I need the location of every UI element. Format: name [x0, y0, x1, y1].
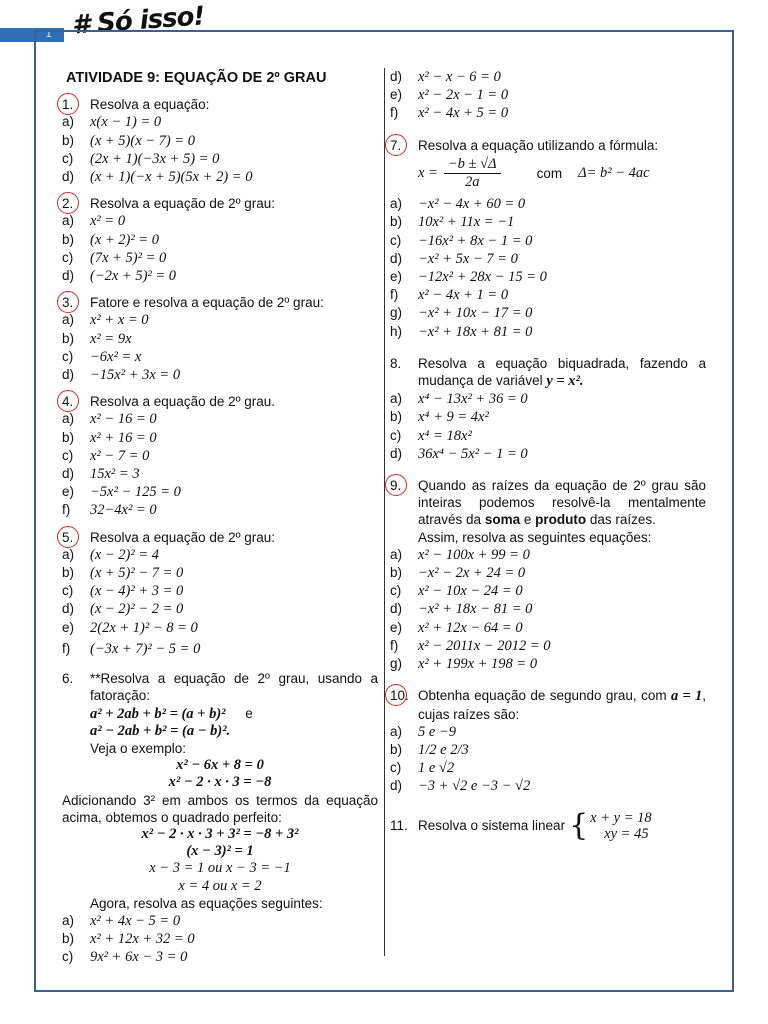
list-item: c) (7x + 5)² = 0 — [62, 249, 167, 266]
list-item: a) x² − 100x + 99 = 0 — [390, 546, 530, 563]
question-number: 2. — [62, 195, 90, 212]
list-item: b) x² = 9x — [62, 330, 132, 347]
roots: 5 e −9 — [418, 723, 456, 740]
list-item: d) −15x² + 3x = 0 — [62, 367, 181, 384]
equation: −5x² − 125 = 0 — [90, 484, 181, 501]
example-step: x² − 2 · x · 3 = −8 — [168, 774, 272, 791]
formula-denominator: 2a — [464, 174, 480, 191]
keyword-produto: produto — [535, 512, 587, 528]
equation: x⁴ + 9 = 4x² — [418, 409, 489, 426]
equation: x² − 4x + 1 = 0 — [418, 287, 509, 304]
list-item: a) (x − 2)² = 4 — [62, 546, 160, 563]
column-divider — [384, 68, 385, 956]
list-item: e) x² − 2x − 1 = 0 — [390, 87, 509, 104]
equation: x² − 4x + 5 = 0 — [418, 105, 509, 122]
equation: x(x − 1) = 0 — [90, 114, 162, 131]
page-title: ATIVIDADE 9: EQUAÇÃO DE 2º GRAU — [66, 70, 327, 86]
equation: −16x² + 8x − 1 = 0 — [418, 232, 533, 249]
quadratic-formula — [418, 156, 706, 191]
list-item: c) (2x + 1)(−3x + 5) = 0 — [62, 150, 220, 167]
question-number: 7. — [390, 137, 418, 154]
equation: (x − 4)² + 3 = 0 — [90, 583, 184, 600]
list-item: b) (x + 2)² = 0 — [62, 231, 160, 248]
formula-com: com — [536, 165, 563, 181]
list-item: e) x² + 12x − 64 = 0 — [390, 619, 523, 636]
equation: 9x² + 6x − 3 = 0 — [90, 949, 188, 966]
equation: x² + 12x + 32 = 0 — [90, 931, 195, 948]
question-text: Resolva a equação de 2º grau: — [90, 196, 276, 212]
equation: −x² − 2x + 24 = 0 — [418, 565, 526, 582]
list-item: d) −3 + √2 e −3 − √2 — [390, 778, 531, 795]
list-item: a) x² + 4x − 5 = 0 — [62, 912, 181, 929]
question-number: 11. — [390, 817, 408, 833]
equation: −15x² + 3x = 0 — [90, 367, 181, 384]
example-step: x² − 2 · x · 3 + 3² = −8 + 3² — [141, 825, 299, 842]
formula-numerator: −b ± √Δ — [444, 156, 501, 174]
identity-1: a² + 2ab + b² = (a + b)² — [90, 705, 226, 722]
question-number: 3. — [62, 294, 90, 311]
list-item: d) (−2x + 5)² = 0 — [62, 268, 177, 285]
list-item: a) x(x − 1) = 0 — [62, 114, 162, 131]
question-4 — [62, 393, 378, 410]
equation: x² + 12x − 64 = 0 — [418, 619, 523, 636]
equation: −x² + 18x − 81 = 0 — [418, 601, 533, 618]
equation: (x + 1)(−x + 5)(5x + 2) = 0 — [90, 169, 253, 186]
list-item: c) −6x² = x — [62, 348, 142, 365]
question-number: 9. — [390, 477, 418, 494]
equation: x² + 199x + 198 = 0 — [418, 656, 538, 673]
question-text: Resolva a equação de 2º grau: — [90, 529, 276, 545]
list-item: d) −x² + 18x − 81 = 0 — [390, 601, 533, 618]
equation: 2(2x + 1)² − 8 = 0 — [90, 619, 198, 636]
question-9 — [390, 477, 706, 529]
equation: (x − 2)² − 2 = 0 — [90, 601, 184, 618]
question-text: Fatore e resolva a equação de 2º grau: — [90, 295, 324, 311]
question-7 — [390, 137, 706, 154]
question-number: 6. — [62, 671, 74, 687]
formula-fraction — [444, 156, 501, 191]
equation: x² − x − 6 = 0 — [418, 69, 501, 85]
equation: −x² + 10x − 17 = 0 — [418, 305, 533, 322]
list-item: a) x² = 0 — [62, 213, 126, 230]
question-text: Resolva a equação utilizando a fórmula: — [418, 137, 659, 153]
question-text: Resolva a equação biquadrada, fazendo a mudança de variável y = x². — [418, 355, 706, 390]
list-item: f) x² − 4x + 1 = 0 — [390, 287, 509, 304]
equation: 10x² + 11x = −1 — [418, 214, 515, 231]
roots: −3 + √2 e −3 − √2 — [418, 778, 531, 795]
list-item: b) −x² − 2x + 24 = 0 — [390, 565, 526, 582]
question-2 — [62, 195, 378, 212]
list-item: e) 2(2x + 1)² − 8 = 0 — [62, 619, 198, 636]
equation: 36x⁴ − 5x² − 1 = 0 — [418, 445, 528, 462]
equation: (x + 5)(x − 7) = 0 — [90, 132, 196, 149]
equation: x² − 10x − 24 = 0 — [418, 583, 523, 600]
list-item: d) −x² + 5x − 7 = 0 — [390, 250, 518, 267]
equation: x⁴ − 13x² + 36 = 0 — [418, 391, 528, 408]
question-number: 5. — [62, 529, 90, 546]
instruction-text: Agora, resolva as equações seguintes: — [90, 895, 323, 911]
list-item: d) 15x² = 3 — [62, 466, 140, 483]
logo: # Só isso! — [71, 1, 206, 41]
list-item: d) (x − 2)² − 2 = 0 — [62, 601, 184, 618]
list-item: b) x² + 12x + 32 = 0 — [62, 931, 195, 948]
equation: (7x + 5)² = 0 — [90, 249, 167, 266]
equation: x² − 2x − 1 = 0 — [418, 87, 509, 104]
question-text: Resolva o sistema linear — [418, 817, 566, 833]
equation: −12x² + 28x − 15 = 0 — [418, 269, 547, 286]
equation: −6x² = x — [90, 348, 142, 365]
equation: 15x² = 3 — [90, 466, 140, 483]
equation: −x² + 5x − 7 = 0 — [418, 250, 518, 267]
page-number: 1 — [46, 29, 52, 40]
equation: (2x + 1)(−3x + 5) = 0 — [90, 150, 220, 167]
list-item: d) 36x⁴ − 5x² − 1 = 0 — [390, 445, 528, 462]
system-equation-1: x + y = 18 — [590, 809, 652, 826]
roots: 1/2 e 2/3 — [418, 741, 469, 758]
list-item: c) x² − 10x − 24 = 0 — [390, 583, 523, 600]
question-text: Resolva a equação: — [90, 97, 210, 113]
left-column — [62, 70, 378, 967]
list-item: d) x² − x − 6 = 0 — [390, 69, 501, 85]
equation: x² + 4x − 5 = 0 — [90, 912, 181, 929]
list-item: h) −x² + 18x + 81 = 0 — [390, 323, 533, 340]
question-text: Quando as raízes da equação de 2º grau são inteiras podemos resolvê-la mentalmente através da soma e produto das raízes. — [418, 478, 706, 528]
equation: (x + 2)² = 0 — [90, 231, 160, 248]
question-6 — [62, 670, 378, 704]
example-step: (x − 3)² = 1 — [186, 843, 254, 860]
equation: −x² − 4x + 60 = 0 — [418, 196, 526, 213]
brace-icon: { — [569, 807, 589, 843]
equation: x² − 16 = 0 — [90, 411, 157, 428]
list-item: a) 5 e −9 — [390, 723, 456, 740]
question-text: Obtenha equação de segundo grau, com a = 1, cujas raízes são: — [418, 688, 707, 722]
list-item: c) 1 e √2 — [390, 760, 455, 777]
roots: 1 e √2 — [418, 760, 455, 777]
example-label: Veja o exemplo: — [90, 740, 187, 756]
keyword-soma: soma — [484, 512, 521, 528]
equation: x² − 7 = 0 — [90, 447, 150, 464]
list-item: f) (−3x + 7)² − 5 = 0 — [62, 640, 201, 657]
question-text: **Resolva a equação de 2º grau, usando a fatoração: — [90, 671, 378, 704]
instruction-text: Assim, resolva as seguintes equações: — [418, 529, 652, 545]
list-item: c) 9x² + 6x − 3 = 0 — [62, 949, 188, 966]
explanation-text: Adicionando 3² em ambos os termos da equação acima, obtemos o quadrado perfeito: — [62, 792, 378, 825]
question-5 — [62, 529, 378, 546]
equation: x² − 100x + 99 = 0 — [418, 546, 530, 563]
list-item: b) x⁴ + 9 = 4x² — [390, 409, 489, 426]
question-11 — [390, 807, 706, 843]
equation: −x² + 18x + 81 = 0 — [418, 323, 533, 340]
list-item: a) x² − 16 = 0 — [62, 411, 157, 428]
list-item: b) 10x² + 11x = −1 — [390, 214, 515, 231]
list-item: b) x² + 16 = 0 — [62, 429, 157, 446]
list-item: a) −x² − 4x + 60 = 0 — [390, 196, 526, 213]
example-step: x² − 6x + 8 = 0 — [176, 757, 264, 774]
right-column — [390, 68, 706, 842]
question-number: 10. — [390, 687, 418, 704]
conjunction: e — [245, 705, 253, 721]
equation: (x + 5)² − 7 = 0 — [90, 565, 184, 582]
list-item: c) x⁴ = 18x² — [390, 427, 472, 444]
equation: (x − 2)² = 4 — [90, 546, 160, 563]
condition: a = 1 — [670, 688, 703, 705]
question-1 — [62, 96, 378, 113]
question-10 — [390, 687, 706, 722]
question-text: Resolva a equação de 2º grau. — [90, 394, 276, 410]
formula-lhs: x = — [418, 164, 438, 181]
list-item: b) 1/2 e 2/3 — [390, 741, 469, 758]
formula-delta: Δ= b² − 4ac — [578, 164, 650, 181]
list-item: f) x² − 4x + 5 = 0 — [390, 105, 509, 122]
equation: 32−4x² = 0 — [90, 502, 157, 519]
list-item: g) x² + 199x + 198 = 0 — [390, 656, 538, 673]
equation: x² + x = 0 — [90, 312, 149, 329]
list-item: b) (x + 5)² − 7 = 0 — [62, 565, 184, 582]
list-item: f) 32−4x² = 0 — [62, 502, 157, 519]
list-item: b) (x + 5)(x − 7) = 0 — [62, 132, 196, 149]
equation: (−2x + 5)² = 0 — [90, 268, 177, 285]
list-item: f) x² − 2011x − 2012 = 0 — [390, 637, 551, 654]
question-3 — [62, 294, 378, 311]
list-item: e) −12x² + 28x − 15 = 0 — [390, 269, 547, 286]
list-item: a) x⁴ − 13x² + 36 = 0 — [390, 391, 528, 408]
equation: x² = 0 — [90, 213, 126, 230]
list-item: c) x² − 7 = 0 — [62, 447, 150, 464]
system-equation-2: xy = 45 — [604, 825, 649, 842]
substitution: y = x². — [546, 373, 584, 390]
list-item: c) (x − 4)² + 3 = 0 — [62, 583, 184, 600]
identity-line — [62, 705, 378, 723]
list-item: a) x² + x = 0 — [62, 312, 149, 329]
equation: x² − 2011x − 2012 = 0 — [418, 637, 551, 654]
example-step: x − 3 = 1 ou x − 3 = −1 — [149, 860, 291, 877]
linear-system — [569, 807, 652, 843]
example-step: x = 4 ou x = 2 — [178, 877, 262, 894]
equation: (−3x + 7)² − 5 = 0 — [90, 640, 201, 657]
list-item: d) (x + 1)(−x + 5)(5x + 2) = 0 — [62, 169, 253, 186]
equation: x² = 9x — [90, 330, 132, 347]
question-8 — [390, 355, 706, 390]
equation: x² + 16 = 0 — [90, 429, 157, 446]
question-number: 8. — [390, 355, 402, 371]
list-item: c) −16x² + 8x − 1 = 0 — [390, 232, 533, 249]
list-item: g) −x² + 10x − 17 = 0 — [390, 305, 533, 322]
question-number: 1. — [62, 96, 90, 113]
identity-2: a² − 2ab + b² = (a − b)². — [90, 722, 231, 739]
list-item: e) −5x² − 125 = 0 — [62, 484, 181, 501]
equation: x⁴ = 18x² — [418, 427, 472, 444]
question-number: 4. — [62, 393, 90, 410]
